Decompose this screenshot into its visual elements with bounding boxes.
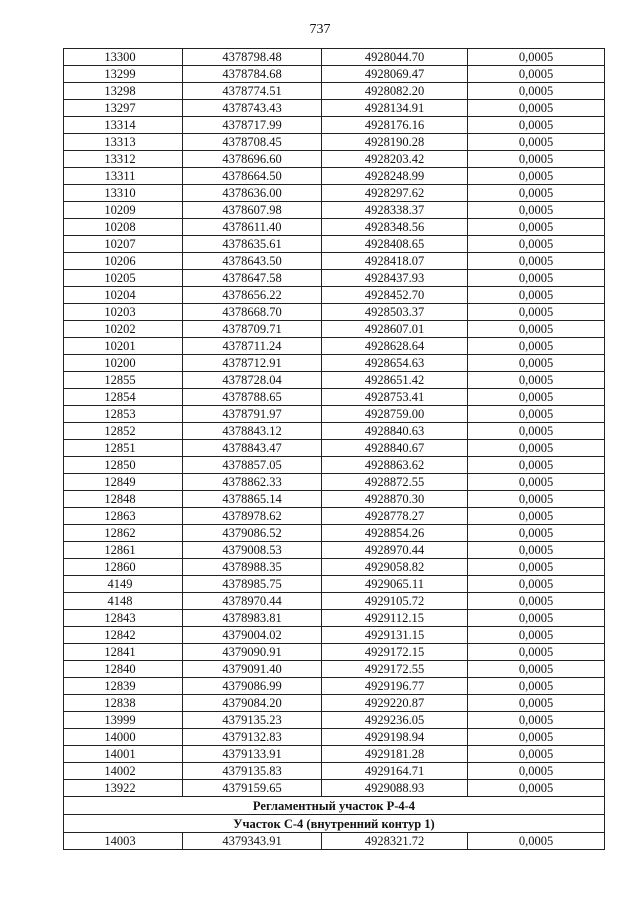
- point-number: 14003: [64, 833, 183, 850]
- table-row: [64, 678, 605, 695]
- accuracy: 0,0005: [468, 372, 605, 389]
- point-number: 12850: [64, 457, 183, 474]
- x-coordinate: 4378970.44: [183, 593, 322, 610]
- point-number: 4149: [64, 576, 183, 593]
- y-coordinate: 4929172.15: [322, 644, 468, 661]
- point-number: 12860: [64, 559, 183, 576]
- table-row: [64, 559, 605, 576]
- x-coordinate: 4378668.70: [183, 304, 322, 321]
- point-number: 14001: [64, 746, 183, 763]
- table-row: [64, 593, 605, 610]
- table-row: [64, 83, 605, 100]
- table-row: [64, 440, 605, 457]
- table-row: [64, 338, 605, 355]
- accuracy: 0,0005: [468, 100, 605, 117]
- y-coordinate: 4928248.99: [322, 168, 468, 185]
- page-number: 737: [309, 22, 331, 37]
- y-coordinate: 4929172.55: [322, 661, 468, 678]
- tail-table-body: [64, 833, 605, 850]
- table-row: [64, 474, 605, 491]
- point-number: 12861: [64, 542, 183, 559]
- x-coordinate: 4378843.12: [183, 423, 322, 440]
- x-coordinate: 4378862.33: [183, 474, 322, 491]
- x-coordinate: 4378788.65: [183, 389, 322, 406]
- accuracy: 0,0005: [468, 151, 605, 168]
- accuracy: 0,0005: [468, 321, 605, 338]
- accuracy: 0,0005: [468, 270, 605, 287]
- x-coordinate: 4378656.22: [183, 287, 322, 304]
- x-coordinate: 4379133.91: [183, 746, 322, 763]
- accuracy: 0,0005: [468, 406, 605, 423]
- accuracy: 0,0005: [468, 712, 605, 729]
- accuracy: 0,0005: [468, 66, 605, 83]
- x-coordinate: 4378664.50: [183, 168, 322, 185]
- x-coordinate: 4379086.52: [183, 525, 322, 542]
- point-number: 12843: [64, 610, 183, 627]
- point-number: 12851: [64, 440, 183, 457]
- y-coordinate: 4928203.42: [322, 151, 468, 168]
- y-coordinate: 4928607.01: [322, 321, 468, 338]
- y-coordinate: 4928872.55: [322, 474, 468, 491]
- y-coordinate: 4928348.56: [322, 219, 468, 236]
- y-coordinate: 4929164.71: [322, 763, 468, 780]
- accuracy: 0,0005: [468, 287, 605, 304]
- table-row: [64, 168, 605, 185]
- accuracy: 0,0005: [468, 576, 605, 593]
- accuracy: 0,0005: [468, 525, 605, 542]
- y-coordinate: 4928176.16: [322, 117, 468, 134]
- x-coordinate: 4379135.83: [183, 763, 322, 780]
- accuracy: 0,0005: [468, 508, 605, 525]
- subsection-heading: Участок С-4 (внутренний контур 1): [64, 815, 605, 833]
- table-row: [64, 508, 605, 525]
- point-number: 12853: [64, 406, 183, 423]
- table-row: [64, 610, 605, 627]
- coordinates-table-body: [64, 49, 605, 797]
- accuracy: 0,0005: [468, 338, 605, 355]
- x-coordinate: 4378843.47: [183, 440, 322, 457]
- section-heading: Регламентный участок Р-4-4: [64, 797, 605, 815]
- table-row: [64, 763, 605, 780]
- accuracy: 0,0005: [468, 219, 605, 236]
- y-coordinate: 4929196.77: [322, 678, 468, 695]
- table-row: [64, 304, 605, 321]
- point-number: 12863: [64, 508, 183, 525]
- point-number: 12862: [64, 525, 183, 542]
- x-coordinate: 4378743.43: [183, 100, 322, 117]
- x-coordinate: 4378978.62: [183, 508, 322, 525]
- accuracy: 0,0005: [468, 627, 605, 644]
- point-number: 13310: [64, 185, 183, 202]
- accuracy: 0,0005: [468, 185, 605, 202]
- point-number: 10203: [64, 304, 183, 321]
- y-coordinate: 4929105.72: [322, 593, 468, 610]
- accuracy: 0,0005: [468, 202, 605, 219]
- point-number: 13300: [64, 49, 183, 66]
- accuracy: 0,0005: [468, 304, 605, 321]
- y-coordinate: 4928321.72: [322, 833, 468, 850]
- y-coordinate: 4928840.67: [322, 440, 468, 457]
- accuracy: 0,0005: [468, 389, 605, 406]
- y-coordinate: 4928069.47: [322, 66, 468, 83]
- point-number: 12854: [64, 389, 183, 406]
- y-coordinate: 4928044.70: [322, 49, 468, 66]
- y-coordinate: 4928082.20: [322, 83, 468, 100]
- accuracy: 0,0005: [468, 559, 605, 576]
- y-coordinate: 4929236.05: [322, 712, 468, 729]
- y-coordinate: 4928338.37: [322, 202, 468, 219]
- point-number: 12841: [64, 644, 183, 661]
- table-row: [64, 525, 605, 542]
- point-number: 12849: [64, 474, 183, 491]
- table-row: [64, 253, 605, 270]
- table-row: [64, 406, 605, 423]
- x-coordinate: 4378611.40: [183, 219, 322, 236]
- accuracy: 0,0005: [468, 661, 605, 678]
- point-number: 13297: [64, 100, 183, 117]
- y-coordinate: 4928840.63: [322, 423, 468, 440]
- x-coordinate: 4378857.05: [183, 457, 322, 474]
- table-row: [64, 202, 605, 219]
- point-number: 13311: [64, 168, 183, 185]
- x-coordinate: 4378712.91: [183, 355, 322, 372]
- accuracy: 0,0005: [468, 83, 605, 100]
- x-coordinate: 4378607.98: [183, 202, 322, 219]
- point-number: 13314: [64, 117, 183, 134]
- accuracy: 0,0005: [468, 49, 605, 66]
- accuracy: 0,0005: [468, 134, 605, 151]
- point-number: 10205: [64, 270, 183, 287]
- table-row: [64, 389, 605, 406]
- y-coordinate: 4928854.26: [322, 525, 468, 542]
- table-row: [64, 712, 605, 729]
- point-number: 10202: [64, 321, 183, 338]
- y-coordinate: 4928408.65: [322, 236, 468, 253]
- point-number: 12852: [64, 423, 183, 440]
- accuracy: 0,0005: [468, 780, 605, 797]
- point-number: 14000: [64, 729, 183, 746]
- y-coordinate: 4929112.15: [322, 610, 468, 627]
- x-coordinate: 4378784.68: [183, 66, 322, 83]
- y-coordinate: 4928418.07: [322, 253, 468, 270]
- table-row: [64, 627, 605, 644]
- accuracy: 0,0005: [468, 253, 605, 270]
- y-coordinate: 4928778.27: [322, 508, 468, 525]
- accuracy: 0,0005: [468, 610, 605, 627]
- x-coordinate: 4378643.50: [183, 253, 322, 270]
- y-coordinate: 4928970.44: [322, 542, 468, 559]
- x-coordinate: 4379135.23: [183, 712, 322, 729]
- point-number: 10200: [64, 355, 183, 372]
- x-coordinate: 4379090.91: [183, 644, 322, 661]
- y-coordinate: 4928654.63: [322, 355, 468, 372]
- y-coordinate: 4928503.37: [322, 304, 468, 321]
- point-number: 10206: [64, 253, 183, 270]
- point-number: 10204: [64, 287, 183, 304]
- accuracy: 0,0005: [468, 423, 605, 440]
- y-coordinate: 4928651.42: [322, 372, 468, 389]
- table-row: [64, 746, 605, 763]
- point-number: 12855: [64, 372, 183, 389]
- point-number: 12848: [64, 491, 183, 508]
- subsection-heading-row: [64, 815, 605, 833]
- table-row: [64, 66, 605, 83]
- table-row: [64, 270, 605, 287]
- x-coordinate: 4378983.81: [183, 610, 322, 627]
- table-row: [64, 457, 605, 474]
- x-coordinate: 4378798.48: [183, 49, 322, 66]
- point-number: 4148: [64, 593, 183, 610]
- accuracy: 0,0005: [468, 593, 605, 610]
- point-number: 12838: [64, 695, 183, 712]
- y-coordinate: 4929131.15: [322, 627, 468, 644]
- accuracy: 0,0005: [468, 457, 605, 474]
- accuracy: 0,0005: [468, 746, 605, 763]
- y-coordinate: 4929058.82: [322, 559, 468, 576]
- y-coordinate: 4928297.62: [322, 185, 468, 202]
- y-coordinate: 4929065.11: [322, 576, 468, 593]
- x-coordinate: 4379004.02: [183, 627, 322, 644]
- y-coordinate: 4928870.30: [322, 491, 468, 508]
- table-row: [64, 661, 605, 678]
- accuracy: 0,0005: [468, 355, 605, 372]
- x-coordinate: 4378647.58: [183, 270, 322, 287]
- x-coordinate: 4379086.99: [183, 678, 322, 695]
- x-coordinate: 4378774.51: [183, 83, 322, 100]
- y-coordinate: 4928190.28: [322, 134, 468, 151]
- table-row: [64, 780, 605, 797]
- point-number: 12839: [64, 678, 183, 695]
- table-row: [64, 644, 605, 661]
- accuracy: 0,0005: [468, 117, 605, 134]
- accuracy: 0,0005: [468, 491, 605, 508]
- accuracy: 0,0005: [468, 678, 605, 695]
- x-coordinate: 4378636.00: [183, 185, 322, 202]
- table-row: [64, 100, 605, 117]
- table-row: [64, 151, 605, 168]
- x-coordinate: 4379132.83: [183, 729, 322, 746]
- accuracy: 0,0005: [468, 440, 605, 457]
- point-number: 10209: [64, 202, 183, 219]
- point-number: 13298: [64, 83, 183, 100]
- x-coordinate: 4378988.35: [183, 559, 322, 576]
- point-number: 13312: [64, 151, 183, 168]
- x-coordinate: 4379159.65: [183, 780, 322, 797]
- table-row: [64, 236, 605, 253]
- accuracy: 0,0005: [468, 729, 605, 746]
- y-coordinate: 4928759.00: [322, 406, 468, 423]
- x-coordinate: 4379008.53: [183, 542, 322, 559]
- table-row: [64, 372, 605, 389]
- accuracy: 0,0005: [468, 542, 605, 559]
- x-coordinate: 4378985.75: [183, 576, 322, 593]
- table-row: [64, 695, 605, 712]
- table-row: [64, 185, 605, 202]
- point-number: 12840: [64, 661, 183, 678]
- point-number: 13922: [64, 780, 183, 797]
- accuracy: 0,0005: [468, 644, 605, 661]
- table-row: [64, 729, 605, 746]
- table-row: [64, 219, 605, 236]
- accuracy: 0,0005: [468, 236, 605, 253]
- coordinates-table: [63, 48, 605, 850]
- y-coordinate: 4928753.41: [322, 389, 468, 406]
- table-row: [64, 355, 605, 372]
- x-coordinate: 4378709.71: [183, 321, 322, 338]
- section-heading-row: [64, 797, 605, 815]
- x-coordinate: 4378708.45: [183, 134, 322, 151]
- accuracy: 0,0005: [468, 168, 605, 185]
- y-coordinate: 4929198.94: [322, 729, 468, 746]
- accuracy: 0,0005: [468, 695, 605, 712]
- point-number: 14002: [64, 763, 183, 780]
- table-row: [64, 542, 605, 559]
- x-coordinate: 4378635.61: [183, 236, 322, 253]
- y-coordinate: 4929220.87: [322, 695, 468, 712]
- y-coordinate: 4928134.91: [322, 100, 468, 117]
- table-row: [64, 833, 605, 850]
- point-number: 10208: [64, 219, 183, 236]
- x-coordinate: 4379343.91: [183, 833, 322, 850]
- x-coordinate: 4378696.60: [183, 151, 322, 168]
- x-coordinate: 4379084.20: [183, 695, 322, 712]
- table-row: [64, 287, 605, 304]
- accuracy: 0,0005: [468, 763, 605, 780]
- y-coordinate: 4929088.93: [322, 780, 468, 797]
- y-coordinate: 4929181.28: [322, 746, 468, 763]
- table-row: [64, 491, 605, 508]
- x-coordinate: 4378791.97: [183, 406, 322, 423]
- y-coordinate: 4928452.70: [322, 287, 468, 304]
- x-coordinate: 4379091.40: [183, 661, 322, 678]
- point-number: 13313: [64, 134, 183, 151]
- table-row: [64, 321, 605, 338]
- point-number: 13299: [64, 66, 183, 83]
- x-coordinate: 4378865.14: [183, 491, 322, 508]
- x-coordinate: 4378717.99: [183, 117, 322, 134]
- accuracy: 0,0005: [468, 833, 605, 850]
- y-coordinate: 4928628.64: [322, 338, 468, 355]
- point-number: 12842: [64, 627, 183, 644]
- y-coordinate: 4928437.93: [322, 270, 468, 287]
- accuracy: 0,0005: [468, 474, 605, 491]
- table-row: [64, 117, 605, 134]
- table-row: [64, 576, 605, 593]
- table-row: [64, 49, 605, 66]
- table-row: [64, 134, 605, 151]
- point-number: 13999: [64, 712, 183, 729]
- table-row: [64, 423, 605, 440]
- x-coordinate: 4378711.24: [183, 338, 322, 355]
- x-coordinate: 4378728.04: [183, 372, 322, 389]
- point-number: 10201: [64, 338, 183, 355]
- y-coordinate: 4928863.62: [322, 457, 468, 474]
- point-number: 10207: [64, 236, 183, 253]
